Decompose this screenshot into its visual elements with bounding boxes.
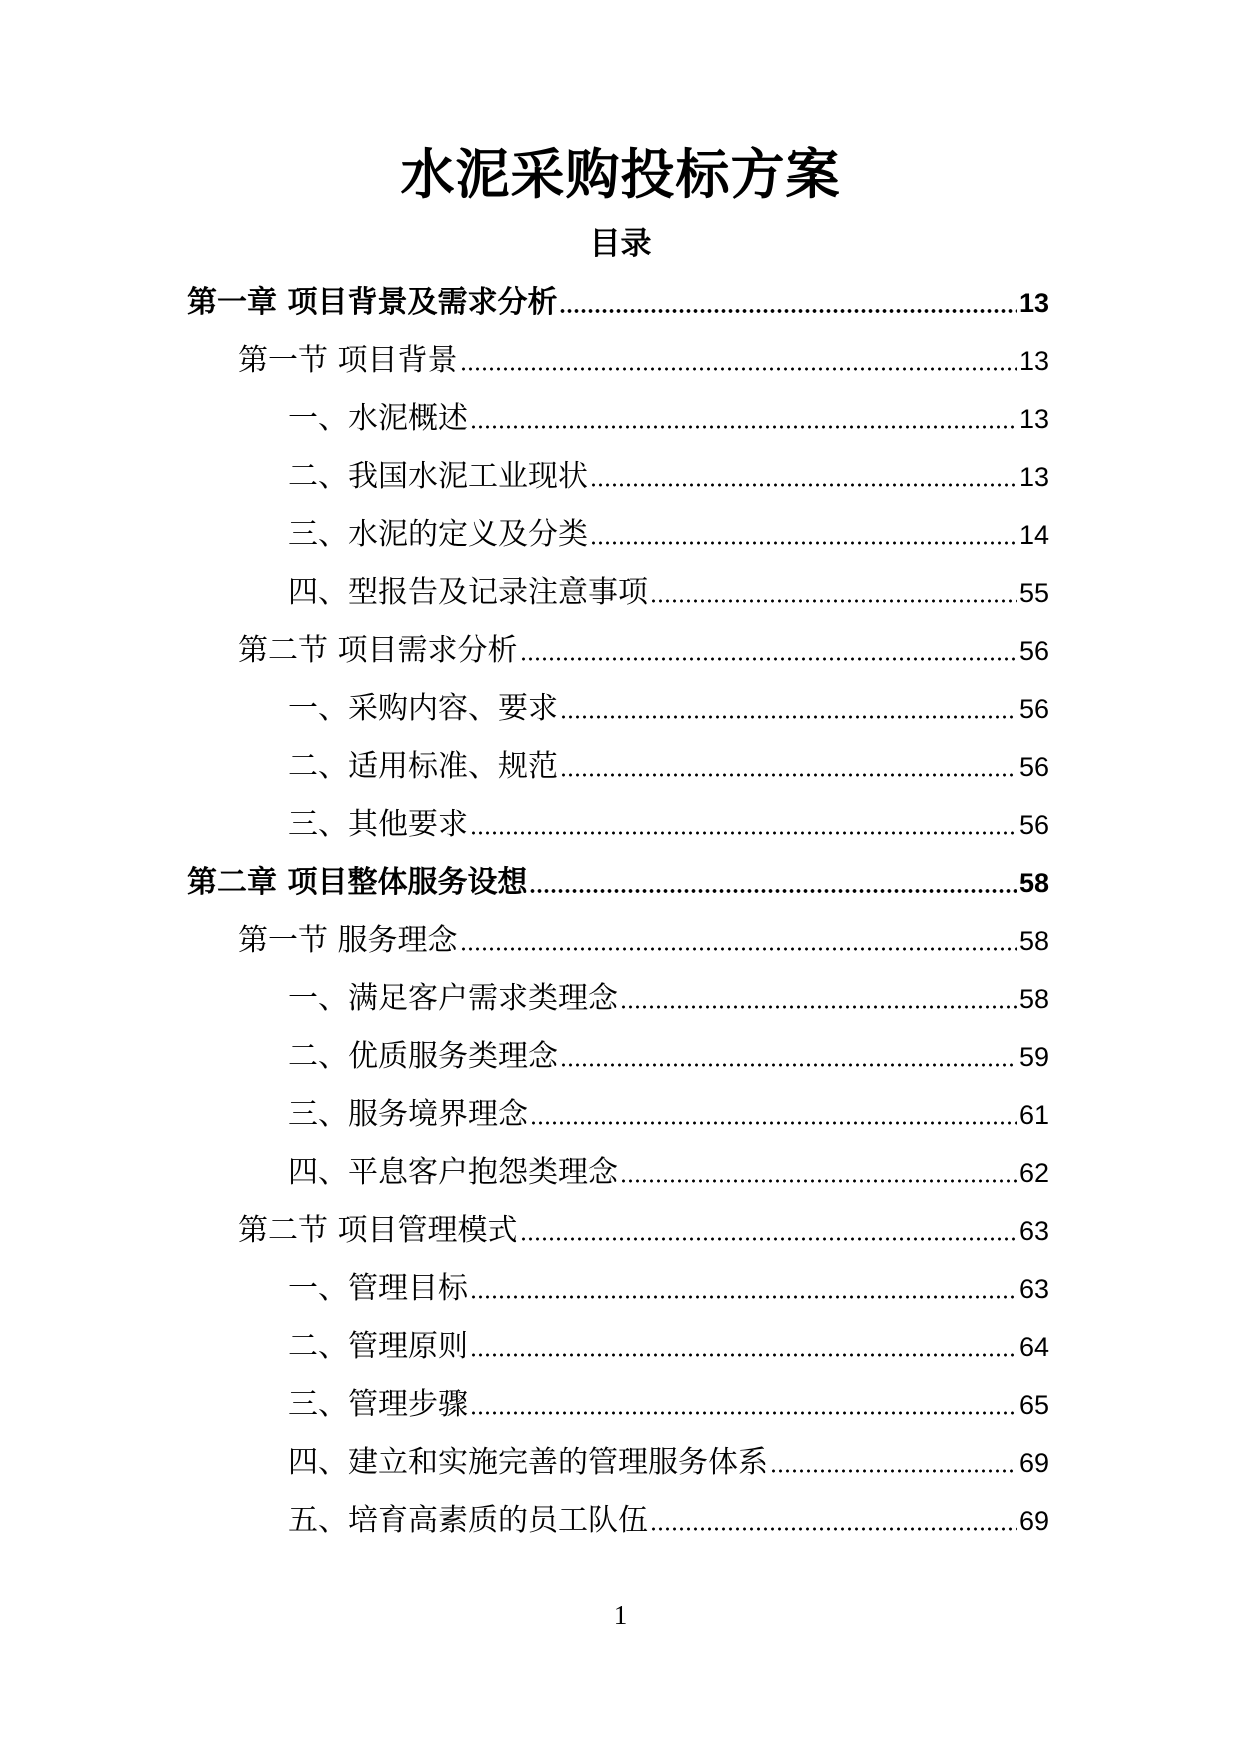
dot-leader (470, 830, 1017, 836)
dot-leader (460, 946, 1017, 952)
toc-entry-page: 59 (1018, 1042, 1049, 1072)
toc-entry-title: 一、水泥概述 (288, 401, 468, 436)
toc-item-entry[interactable] (0, 680, 1241, 738)
toc-item-entry[interactable] (0, 390, 1241, 448)
dot-leader (650, 598, 1017, 604)
toc-chapter-entry[interactable] (0, 274, 1241, 332)
toc-entry-title: 二、管理原则 (288, 1329, 468, 1364)
toc-entry-title: 四、建立和实施完善的管理服务体系 (288, 1445, 768, 1480)
toc-entry-page: 13 (1018, 346, 1049, 376)
toc-item-entry[interactable] (0, 1318, 1241, 1376)
dot-leader (770, 1468, 1017, 1474)
toc-entry-title: 第一章 项目背景及需求分析 (187, 285, 558, 320)
toc-entry-title: 三、服务境界理念 (288, 1097, 528, 1132)
dot-leader (470, 1352, 1017, 1358)
toc-entry-page: 55 (1018, 578, 1049, 608)
toc-item-entry[interactable] (0, 1144, 1241, 1202)
dot-leader (620, 1178, 1017, 1184)
toc-entry-page: 58 (1018, 984, 1049, 1014)
toc-entry-page: 13 (1018, 462, 1049, 492)
toc-item-entry[interactable] (0, 1028, 1241, 1086)
toc-chapter-entry[interactable] (0, 854, 1241, 912)
dot-leader (560, 772, 1017, 778)
toc-entry-page: 63 (1018, 1274, 1049, 1304)
toc-entry-title: 第一节 项目背景 (238, 343, 458, 378)
dot-leader (530, 1120, 1017, 1126)
toc-entry-page: 56 (1018, 810, 1049, 840)
toc-entry-title: 四、型报告及记录注意事项 (288, 575, 648, 610)
toc-entry-title: 二、我国水泥工业现状 (288, 459, 588, 494)
toc-entry-page: 13 (1018, 404, 1049, 434)
toc-item-entry[interactable] (0, 1434, 1241, 1492)
dot-leader (470, 1410, 1017, 1416)
dot-leader (470, 424, 1017, 430)
toc-entry-title: 一、满足客户需求类理念 (288, 981, 618, 1016)
toc-entry-title: 四、平息客户抱怨类理念 (288, 1155, 618, 1190)
toc-item-entry[interactable] (0, 738, 1241, 796)
toc-entry-page: 65 (1018, 1390, 1049, 1420)
toc-entry-title: 第二节 项目管理模式 (238, 1213, 518, 1248)
toc-entry-page: 56 (1018, 694, 1049, 724)
toc-entry-page: 69 (1018, 1448, 1049, 1478)
dot-leader (520, 1236, 1017, 1242)
toc-entry-title: 一、采购内容、要求 (288, 691, 558, 726)
toc-item-entry[interactable] (0, 506, 1241, 564)
toc-entry-page: 14 (1018, 520, 1049, 550)
dot-leader (470, 1294, 1017, 1300)
dot-leader (529, 888, 1017, 894)
toc-entry-page: 62 (1018, 1158, 1049, 1188)
toc-entry-title: 第二章 项目整体服务设想 (187, 865, 528, 900)
toc-item-entry[interactable] (0, 1376, 1241, 1434)
toc-item-entry[interactable] (0, 1260, 1241, 1318)
dot-leader (460, 366, 1017, 372)
document-title: 水泥采购投标方案 (400, 143, 841, 206)
toc-entry-page: 64 (1018, 1332, 1049, 1362)
toc-entry-page: 58 (1018, 926, 1049, 956)
toc-entry-page: 69 (1018, 1506, 1049, 1536)
toc-entry-title: 一、管理目标 (288, 1271, 468, 1306)
toc-entry-title: 三、管理步骤 (288, 1387, 468, 1422)
toc-item-entry[interactable] (0, 448, 1241, 506)
dot-leader (620, 1004, 1017, 1010)
toc-heading: 目录 (589, 226, 652, 262)
page-number: 1 (613, 1600, 628, 1630)
toc-entry-title: 三、其他要求 (288, 807, 468, 842)
dot-leader (560, 714, 1017, 720)
toc-entry-page: 56 (1018, 752, 1049, 782)
table-of-contents (0, 274, 1241, 1550)
dot-leader (650, 1526, 1017, 1532)
toc-entry-page: 58 (1018, 868, 1049, 898)
dot-leader (590, 482, 1017, 488)
toc-entry-title: 二、优质服务类理念 (288, 1039, 558, 1074)
toc-item-entry[interactable] (0, 564, 1241, 622)
toc-item-entry[interactable] (0, 796, 1241, 854)
dot-leader (590, 540, 1017, 546)
toc-section-entry[interactable] (0, 622, 1241, 680)
toc-section-entry[interactable] (0, 912, 1241, 970)
toc-item-entry[interactable] (0, 1492, 1241, 1550)
toc-entry-title: 二、适用标准、规范 (288, 749, 558, 784)
toc-item-entry[interactable] (0, 1086, 1241, 1144)
toc-entry-page: 63 (1018, 1216, 1049, 1246)
toc-entry-title: 第二节 项目需求分析 (238, 633, 518, 668)
toc-entry-page: 56 (1018, 636, 1049, 666)
toc-item-entry[interactable] (0, 970, 1241, 1028)
toc-entry-title: 第一节 服务理念 (238, 923, 458, 958)
dot-leader (559, 308, 1017, 314)
toc-entry-title: 三、水泥的定义及分类 (288, 517, 588, 552)
toc-entry-page: 61 (1018, 1100, 1049, 1130)
toc-section-entry[interactable] (0, 332, 1241, 390)
toc-entry-page: 13 (1018, 288, 1049, 318)
toc-section-entry[interactable] (0, 1202, 1241, 1260)
dot-leader (520, 656, 1017, 662)
toc-entry-title: 五、培育高素质的员工队伍 (288, 1503, 648, 1538)
dot-leader (560, 1062, 1017, 1068)
